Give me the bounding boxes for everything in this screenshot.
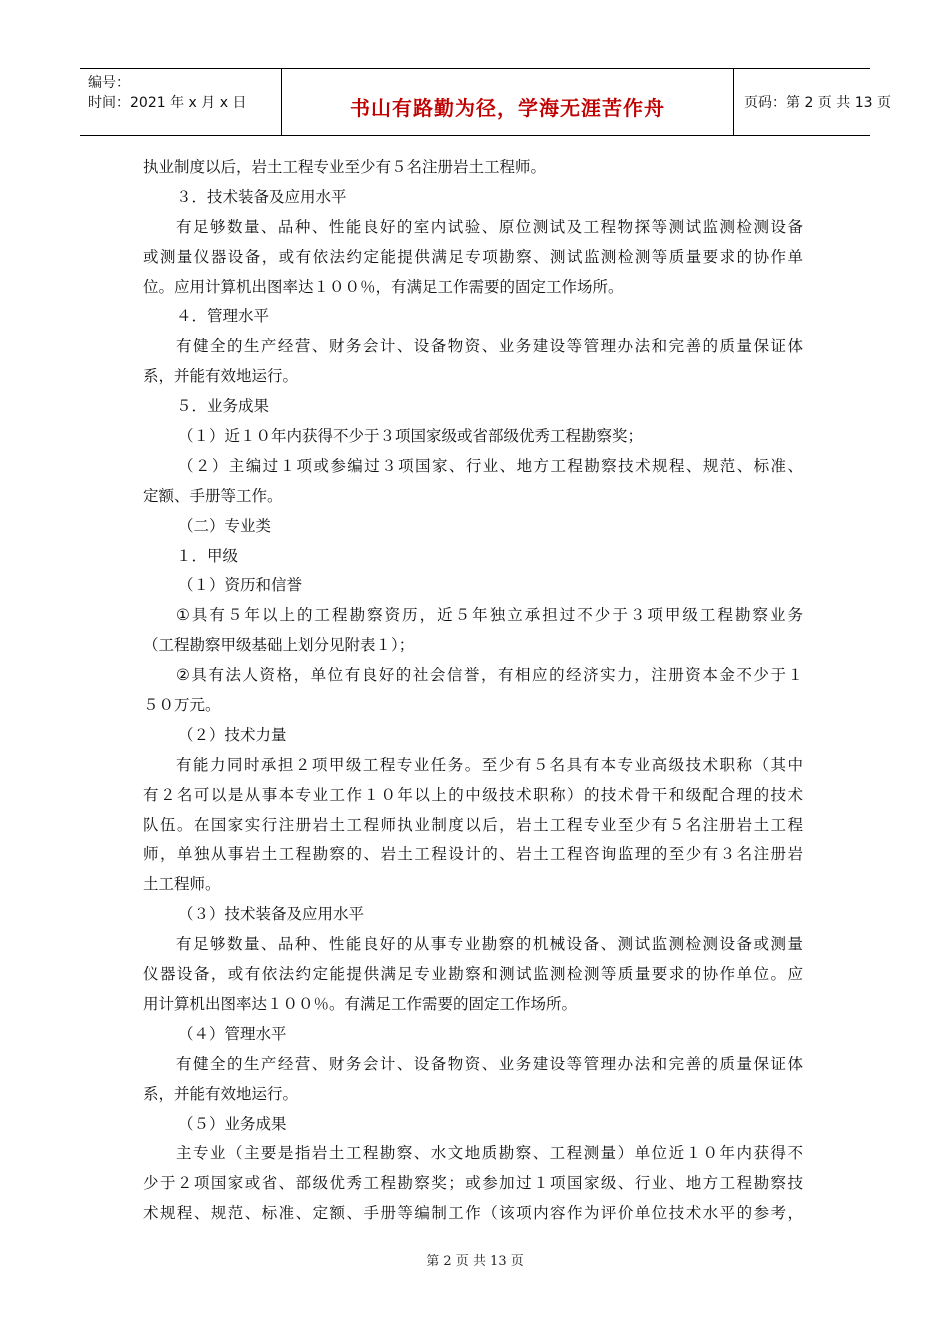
section-heading: （２）技术力量 — [178, 725, 287, 744]
body-line: 执业制度以后，岩土工程专业至少有５名注册岩土工程师。 — [143, 158, 547, 176]
body-line: 有２名可以是从事本专业工作１０年以上的中级技术职称）的技术骨干和级配合理的技术 — [143, 785, 803, 804]
header-page-number: 页码：第 2 页 共 13 页 — [744, 95, 891, 111]
document-date-label: 时间：2021 年 x 月 x 日 — [88, 95, 247, 111]
body-line: 有足够数量、品种、性能良好的从事专业勘察的机械设备、测试监测检测设备或测量 — [176, 935, 803, 954]
body-line: 或测量仪器设备，或有依法约定能提供满足专项勘察、测试监测检测等质量要求的协作单 — [143, 247, 803, 266]
body-line: 系，并能有效地运行。 — [143, 1084, 299, 1103]
header-page-cell — [734, 69, 891, 135]
header-motto-cell — [282, 69, 734, 135]
body-line: 用计算机出图率达１００％。有满足工作需要的固定工作场所。 — [143, 994, 578, 1013]
body-line: 土工程师。 — [143, 875, 221, 894]
body-line: 有足够数量、品种、性能良好的室内试验、原位测试及工程物探等测试监测检测设备 — [176, 217, 803, 236]
body-line: 队伍。在国家实行注册岩土工程师执业制度以后，岩土工程专业至少有５名注册岩土工程 — [143, 815, 803, 834]
body-line: 仪器设备，或有依法约定能提供满足专业勘察和测试监测检测等质量要求的协作单位。应 — [143, 965, 803, 984]
body-line: （工程勘察甲级基础上划分见附表１）； — [143, 636, 415, 655]
document-header — [80, 68, 891, 136]
header-meta-cell — [80, 69, 282, 135]
list-item: ②具有法人资格，单位有良好的社会信誉，有相应的经济实力，注册资本金不少于１ — [176, 666, 803, 685]
body-line: 有健全的生产经营、财务会计、设备物资、业务建设等管理办法和完善的质量保证体 — [176, 1054, 803, 1073]
list-item: （１）近１０年内获得不少于３项国家级或省部级优秀工程勘察奖； — [178, 427, 644, 446]
body-line: 少于２项国家或省、部级优秀工程勘察奖；或参加过１项国家级、行业、地方工程勘察技 — [143, 1174, 803, 1193]
body-line: ５０万元。 — [143, 696, 221, 715]
body-line: 有健全的生产经营、财务会计、设备物资、业务建设等管理办法和完善的质量保证体 — [176, 337, 803, 356]
section-heading: １．甲级 — [176, 546, 239, 565]
section-heading: ３．技术装备及应用水平 — [176, 187, 347, 206]
document-body — [143, 153, 803, 1229]
section-heading: ４．管理水平 — [176, 307, 270, 326]
document-number-label: 编号： — [88, 75, 130, 91]
section-heading: （５）业务成果 — [178, 1114, 287, 1133]
section-heading: （１）资历和信誉 — [178, 576, 303, 595]
section-heading: （３）技术装备及应用水平 — [178, 905, 365, 924]
section-heading: ５．业务成果 — [176, 397, 270, 416]
body-line: 主专业（主要是指岩土工程勘察、水文地质勘察、工程测量）单位近１０年内获得不 — [176, 1144, 803, 1163]
body-line: 定额、手册等工作。 — [143, 486, 283, 505]
section-heading: （４）管理水平 — [178, 1024, 287, 1043]
list-item: ①具有５年以上的工程勘察资历，近５年独立承担过不少于３项甲级工程勘察业务 — [176, 606, 803, 625]
body-line: 位。应用计算机出图率达１００％，有满足工作需要的固定工作场所。 — [143, 277, 624, 296]
section-heading: （二）专业类 — [178, 516, 272, 535]
body-line: 有能力同时承担２项甲级工程专业任务。至少有５名具有本专业高级技术职称（其中 — [176, 755, 803, 774]
body-line: 系，并能有效地运行。 — [143, 367, 299, 386]
list-item: （２）主编过１项或参编过３项国家、行业、地方工程勘察技术规程、规范、标准、 — [178, 456, 803, 475]
body-line: 师，单独从事岩土工程勘察的、岩土工程设计的、岩土工程咨询监理的至少有３名注册岩 — [143, 845, 803, 864]
header-motto: 书山有路勤为径，学海无涯苦作舟 — [350, 95, 665, 120]
page-footer: 第 2 页 共 13 页 — [426, 1254, 524, 1269]
body-line: 术规程、规范、标准、定额、手册等编制工作（该项内容作为评价单位技术水平的参考， — [143, 1204, 803, 1223]
